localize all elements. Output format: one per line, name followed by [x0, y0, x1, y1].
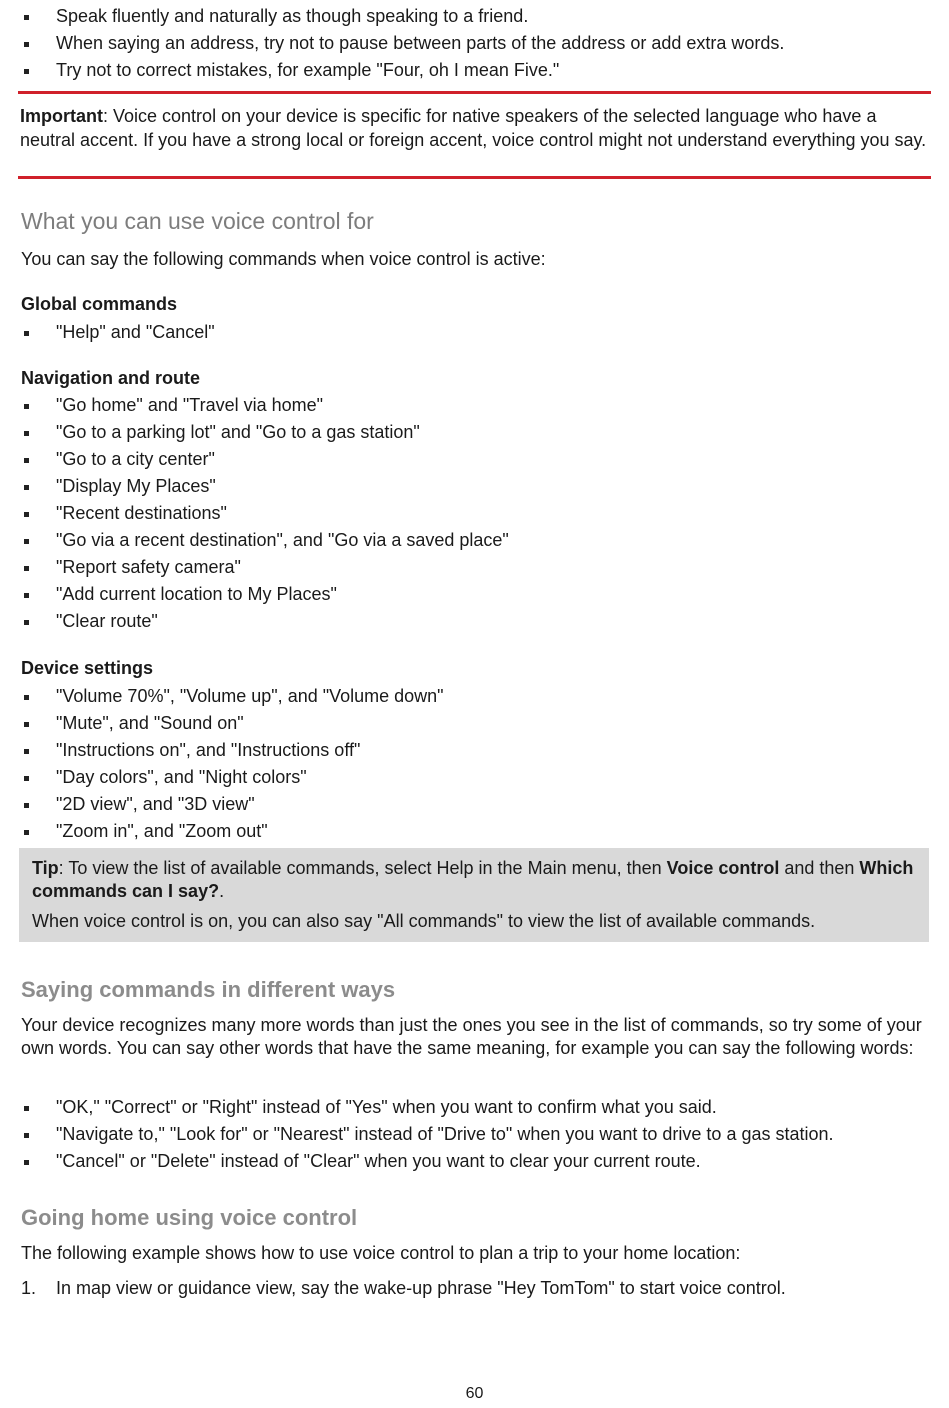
list-item: "OK," "Correct" or "Right" instead of "Yes" when you want to confirm what you said. [0, 1094, 834, 1121]
tips-list [0, 3, 784, 84]
list-item: "Display My Places" [0, 473, 509, 500]
step-item [21, 1276, 786, 1300]
step-text: In map view or guidance view, say the wake-up phrase "Hey TomTom" to start voice control. [56, 1278, 786, 1298]
tip-which-commands: Which commands can I say? [32, 858, 914, 901]
steps-list [21, 1276, 786, 1300]
list-item: "Zoom in", and "Zoom out" [0, 818, 444, 845]
important-note [18, 91, 931, 179]
list-item: "Instructions on", and "Instructions off" [0, 737, 444, 764]
list-item: "Cancel" or "Delete" instead of "Clear" when you want to clear your current route. [0, 1148, 834, 1175]
list-item: "Mute", and "Sound on" [0, 710, 444, 737]
section-intro: You can say the following commands when voice control is active: [21, 249, 546, 269]
important-text [18, 94, 931, 152]
navigation-commands-list [0, 392, 509, 635]
step-number: 1. [21, 1278, 37, 1298]
important-label: Important [20, 106, 103, 126]
list-item: When saying an address, try not to pause between parts of the address or add extra words. [0, 30, 784, 57]
list-item: "Report safety camera" [0, 554, 509, 581]
alternative-words-list [0, 1094, 834, 1175]
heading-what-you-can-use: What you can use voice control for [21, 208, 374, 234]
tip-box [19, 848, 929, 942]
list-item: "2D view", and "3D view" [0, 791, 444, 818]
group-title-device-settings: Device settings [21, 658, 154, 678]
list-item: "Help" and "Cancel" [0, 319, 215, 346]
list-item: "Navigate to," "Look for" or "Nearest" instead of "Drive to" when you want to drive to a gas station. [0, 1121, 834, 1148]
heading-saying-commands: Saying commands in different ways [21, 977, 396, 1002]
list-item: "Clear route" [0, 608, 509, 635]
tip-voice-control: Voice control [666, 858, 780, 878]
device-settings-list [0, 683, 444, 845]
list-item: "Go via a recent destination", and "Go via a saved place" [0, 527, 509, 554]
list-item: "Go home" and "Travel via home" [0, 392, 509, 419]
group-title-global: Global commands [21, 294, 178, 314]
tip-line-1 [32, 857, 915, 903]
global-commands-list [0, 319, 215, 346]
important-body: : Voice control on your device is specific for native speakers of the selected language who have a neutral accent. If you have a strong local or foreign accent, voice control might not understand everything you say. [20, 106, 927, 150]
group-title-navigation: Navigation and route [21, 368, 201, 388]
list-item: "Day colors", and "Night colors" [0, 764, 444, 791]
list-item: "Go to a city center" [0, 446, 509, 473]
tip-label: Tip [32, 858, 59, 878]
heading-going-home: Going home using voice control [21, 1205, 358, 1230]
list-item: "Recent destinations" [0, 500, 509, 527]
section-intro: The following example shows how to use voice control to plan a trip to your home location: [21, 1243, 741, 1263]
list-item: "Add current location to My Places" [0, 581, 509, 608]
list-item: "Go to a parking lot" and "Go to a gas station" [0, 419, 509, 446]
page-number: 60 [465, 1385, 484, 1402]
tip-text: : To view the list of available commands, select Help in the Main menu, then [58, 858, 667, 878]
tip-line-2: When voice control is on, you can also say "All commands" to view the list of available commands. [32, 911, 816, 931]
section-intro: Your device recognizes many more words than just the ones you see in the list of commands, so try some of your own words. You can say other words that have the same meaning, for example you can say the following words: [21, 1015, 922, 1058]
tip-text: . [219, 881, 225, 901]
list-item: "Volume 70%", "Volume up", and "Volume down" [0, 683, 444, 710]
tip-text: and then [779, 858, 860, 878]
list-item: Speak fluently and naturally as though speaking to a friend. [0, 3, 784, 30]
list-item: Try not to correct mistakes, for example "Four, oh I mean Five." [0, 57, 784, 84]
